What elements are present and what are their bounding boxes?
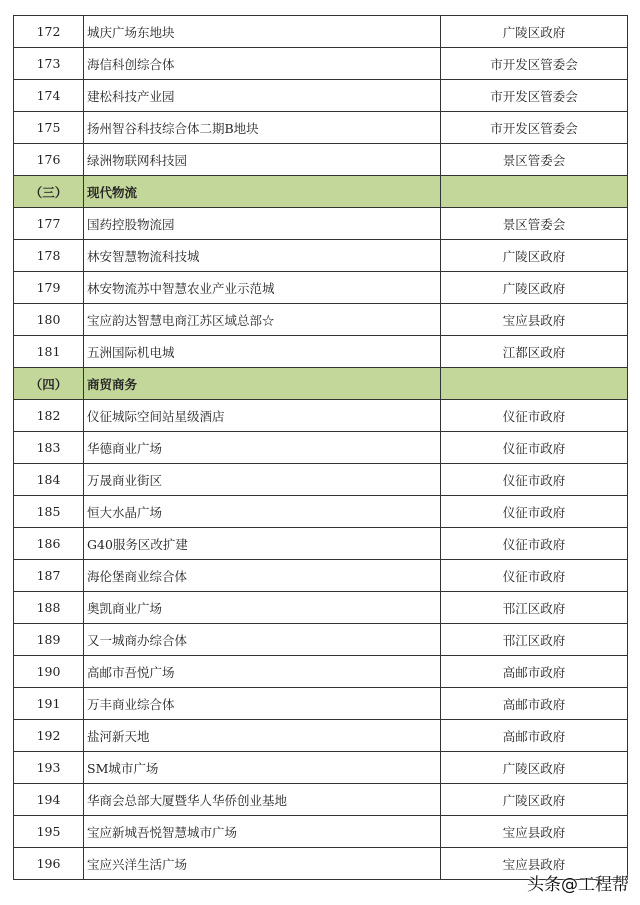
project-name: 林安智慧物流科技城 [84,240,441,272]
project-name: 华商会总部大厦暨华人华侨创业基地 [84,784,441,816]
row-number: 180 [14,304,84,336]
row-number: 194 [14,784,84,816]
row-number: 185 [14,496,84,528]
project-name: 仪征城际空间站星级酒店 [84,400,441,432]
project-name: 又一城商办综合体 [84,624,441,656]
row-number: 195 [14,816,84,848]
table-row [14,304,628,336]
responsible-unit: 市开发区管委会 [441,112,628,144]
project-name: 商贸商务 [84,368,441,400]
table-row [14,432,628,464]
row-number: （三） [14,176,84,208]
responsible-unit: 高邮市政府 [441,656,628,688]
table-row [14,656,628,688]
project-name: 海伦堡商业综合体 [84,560,441,592]
table-row [14,208,628,240]
responsible-unit: 宝应县政府 [441,816,628,848]
row-number: 177 [14,208,84,240]
project-name: 宝应新城吾悦智慧城市广场 [84,816,441,848]
responsible-unit: 邗江区政府 [441,624,628,656]
row-number: 174 [14,80,84,112]
row-number: 186 [14,528,84,560]
project-name: 华德商业广场 [84,432,441,464]
table-row [14,496,628,528]
watermark: 头条@工程帮 [527,875,629,895]
project-name: G40服务区改扩建 [84,528,441,560]
project-name: 宝应韵达智慧电商江苏区域总部☆ [84,304,441,336]
table-row [14,240,628,272]
project-name: 绿洲物联网科技园 [84,144,441,176]
responsible-unit: 仪征市政府 [441,528,628,560]
row-number: 183 [14,432,84,464]
table-row [14,720,628,752]
responsible-unit: 市开发区管委会 [441,48,628,80]
project-name: 扬州智谷科技综合体二期B地块 [84,112,441,144]
responsible-unit: 市开发区管委会 [441,80,628,112]
project-name: 宝应兴洋生活广场 [84,848,441,880]
responsible-unit: 广陵区政府 [441,752,628,784]
row-number: 192 [14,720,84,752]
project-name: 盐河新天地 [84,720,441,752]
table-row [14,560,628,592]
table-row [14,48,628,80]
row-number: 196 [14,848,84,880]
responsible-unit [441,368,628,400]
table-row [14,784,628,816]
project-name: 恒大水晶广场 [84,496,441,528]
project-name: 海信科创综合体 [84,48,441,80]
project-name: 高邮市吾悦广场 [84,656,441,688]
row-number: 189 [14,624,84,656]
responsible-unit: 仪征市政府 [441,560,628,592]
project-name: 万晟商业街区 [84,464,441,496]
responsible-unit: 仪征市政府 [441,464,628,496]
project-name: 国药控股物流园 [84,208,441,240]
project-name: 现代物流 [84,176,441,208]
responsible-unit: 景区管委会 [441,208,628,240]
project-name: 万丰商业综合体 [84,688,441,720]
table-row [14,688,628,720]
responsible-unit: 宝应县政府 [441,304,628,336]
row-number: 187 [14,560,84,592]
row-number: 173 [14,48,84,80]
project-table [13,15,628,880]
table-row [14,752,628,784]
row-number: 175 [14,112,84,144]
responsible-unit: 高邮市政府 [441,688,628,720]
project-name: 奥凯商业广场 [84,592,441,624]
project-name: 城庆广场东地块 [84,16,441,48]
row-number: 190 [14,656,84,688]
table-row [14,528,628,560]
responsible-unit: 江都区政府 [441,336,628,368]
section-header-row [14,368,628,400]
responsible-unit: 广陵区政府 [441,784,628,816]
project-name: SM城市广场 [84,752,441,784]
row-number: 191 [14,688,84,720]
responsible-unit: 仪征市政府 [441,432,628,464]
responsible-unit: 广陵区政府 [441,272,628,304]
row-number: （四） [14,368,84,400]
table-row [14,16,628,48]
row-number: 176 [14,144,84,176]
row-number: 193 [14,752,84,784]
row-number: 172 [14,16,84,48]
responsible-unit: 仪征市政府 [441,400,628,432]
table-row [14,112,628,144]
table-row [14,336,628,368]
responsible-unit: 广陵区政府 [441,240,628,272]
table-row [14,400,628,432]
table-row [14,80,628,112]
responsible-unit: 邗江区政府 [441,592,628,624]
row-number: 179 [14,272,84,304]
row-number: 181 [14,336,84,368]
row-number: 182 [14,400,84,432]
table-row [14,816,628,848]
project-name: 建松科技产业园 [84,80,441,112]
table-row [14,144,628,176]
responsible-unit: 景区管委会 [441,144,628,176]
responsible-unit: 宝应县政府 [441,848,628,880]
responsible-unit [441,176,628,208]
row-number: 178 [14,240,84,272]
responsible-unit: 仪征市政府 [441,496,628,528]
row-number: 188 [14,592,84,624]
section-header-row [14,176,628,208]
project-name: 五洲国际机电城 [84,336,441,368]
table-row [14,464,628,496]
row-number: 184 [14,464,84,496]
table-row [14,592,628,624]
project-name: 林安物流苏中智慧农业产业示范城 [84,272,441,304]
responsible-unit: 广陵区政府 [441,16,628,48]
table-row [14,272,628,304]
responsible-unit: 高邮市政府 [441,720,628,752]
table-row [14,624,628,656]
